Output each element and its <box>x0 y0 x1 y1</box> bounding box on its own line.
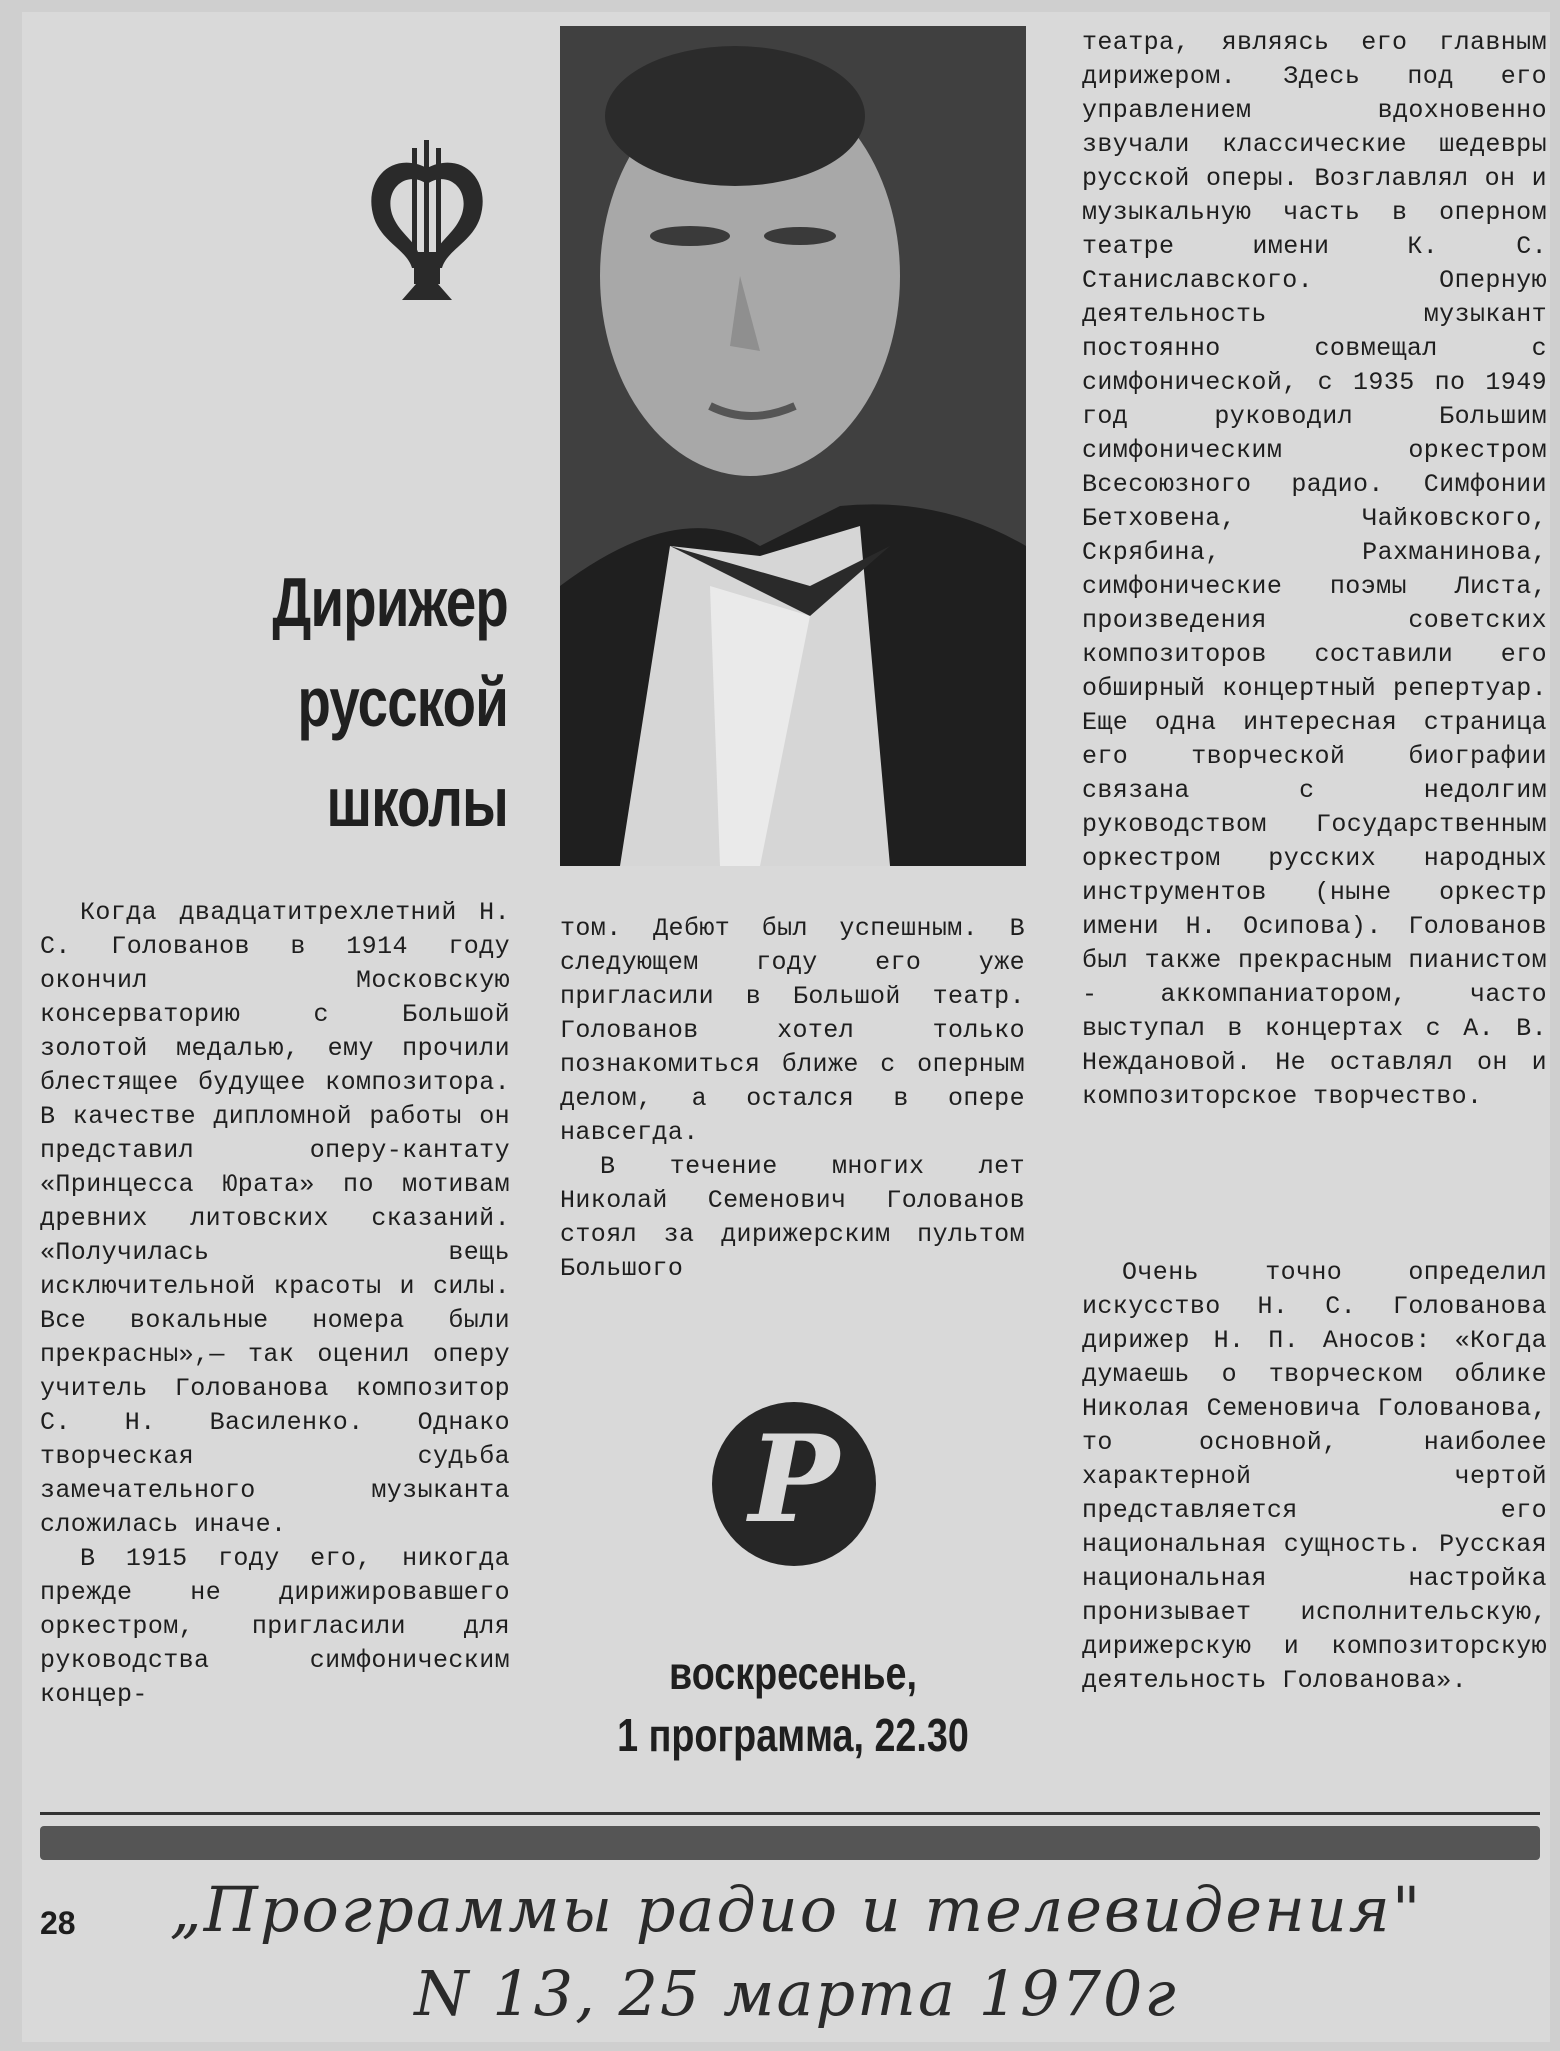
page-number: 28 <box>40 1905 76 1941</box>
article-paragraph: театра, являясь его главным дирижером. Здесь под его управлением вдохновенно звучали классические шедевры русской оперы. Возглавлял он и музыкальную часть в оперном театре имени К. С. Станиславского. Оперную деятельность музыкант постоянно совмещал с симфонической, с 1935 по 1949 год руководил Большим симфоническим оркестром Всесоюзного радио. Симфонии Бетховена, Чайковского, Скрябина, Рахманинова, симфонические поэмы Листа, произведения советских композиторов составили его обширный концертный репертуар. Еще одна интересная страница его творческой биографии связана с недолгим руководством Государственным оркестром русских народных инструментов (ныне оркестр имени Н. Осипова). Голованов был также прекрасным пианистом - аккомпаниатором, часто выступал в концертах с А. В. Неждановой. Не оставлял он и композиторское творчество. <box>1082 28 1547 1111</box>
portrait-photo <box>560 26 1026 866</box>
badge-letter: Р <box>748 1409 840 1550</box>
lyre-icon <box>352 140 502 330</box>
handwritten-note <box>96 1868 1496 2036</box>
article-paragraph: том. Дебют был успешным. В следующем году его уже пригласили в Большой театр. Голованов хотел только познакомиться ближе с оперным делом, а остался в опере навсегда. <box>560 914 1025 1147</box>
handwritten-line-1: „Программы радио и телевидения" <box>169 1873 1423 1946</box>
divider-thin <box>40 1812 1540 1815</box>
article-column-left <box>40 896 510 1712</box>
article-paragraph: В течение многих лет Николай Семенович Голованов стоял за дирижерским пультом Большого <box>560 1152 1025 1283</box>
article-column-right-top <box>1082 26 1547 1114</box>
headline <box>196 552 508 852</box>
article-paragraph: Очень точно определил искусство Н. С. Голованова дирижер Н. П. Аносов: «Когда думаешь о творческом облике Николая Семеновича Голованова, то основной, наиболее характерной чертой представляется его национальная сущность. Русская национальная настройка пронизывает исполнительскую, дирижерскую и композиторскую деятельность Голованова». <box>1082 1258 1547 1695</box>
schedule-day: воскресенье, <box>669 1647 917 1699</box>
broadcast-schedule <box>560 1642 1026 1766</box>
schedule-program: 1 программа, 22.30 <box>617 1709 969 1761</box>
headline-line-1: Дирижер <box>272 563 508 641</box>
handwritten-line-2: N 13, 25 марта 1970г <box>414 1957 1178 2030</box>
divider-thick <box>40 1826 1540 1860</box>
headline-line-3: школы <box>326 763 508 841</box>
article-paragraph: Когда двадцатитрехлетний Н. С. Голованов в 1914 году окончил Московскую консерваторию с Большой золотой медалью, ему прочили блестящее будущее композитора. В качестве дипломной работы он представил оперу-кантату «Принцесса Юрата» по мотивам древних литовских сказаний. «Получилась вещь исключительной красоты и силы. Все вокальные номера были прекрасны»,— так оценил оперу учитель Голованова композитор С. Н. Василенко. Однако творческая судьба замечательного музыканта сложилась иначе. <box>40 898 510 1539</box>
article-paragraph: В 1915 году его, никогда прежде не дирижировавшего оркестром, пригласили для руководства симфоническим концер- <box>40 1544 510 1709</box>
article-column-middle <box>560 912 1025 1286</box>
article-column-right-bottom <box>1082 1256 1547 1698</box>
headline-line-2: русской <box>297 663 508 741</box>
radio-program-logo <box>712 1402 876 1566</box>
portrait-illustration <box>560 26 1026 866</box>
